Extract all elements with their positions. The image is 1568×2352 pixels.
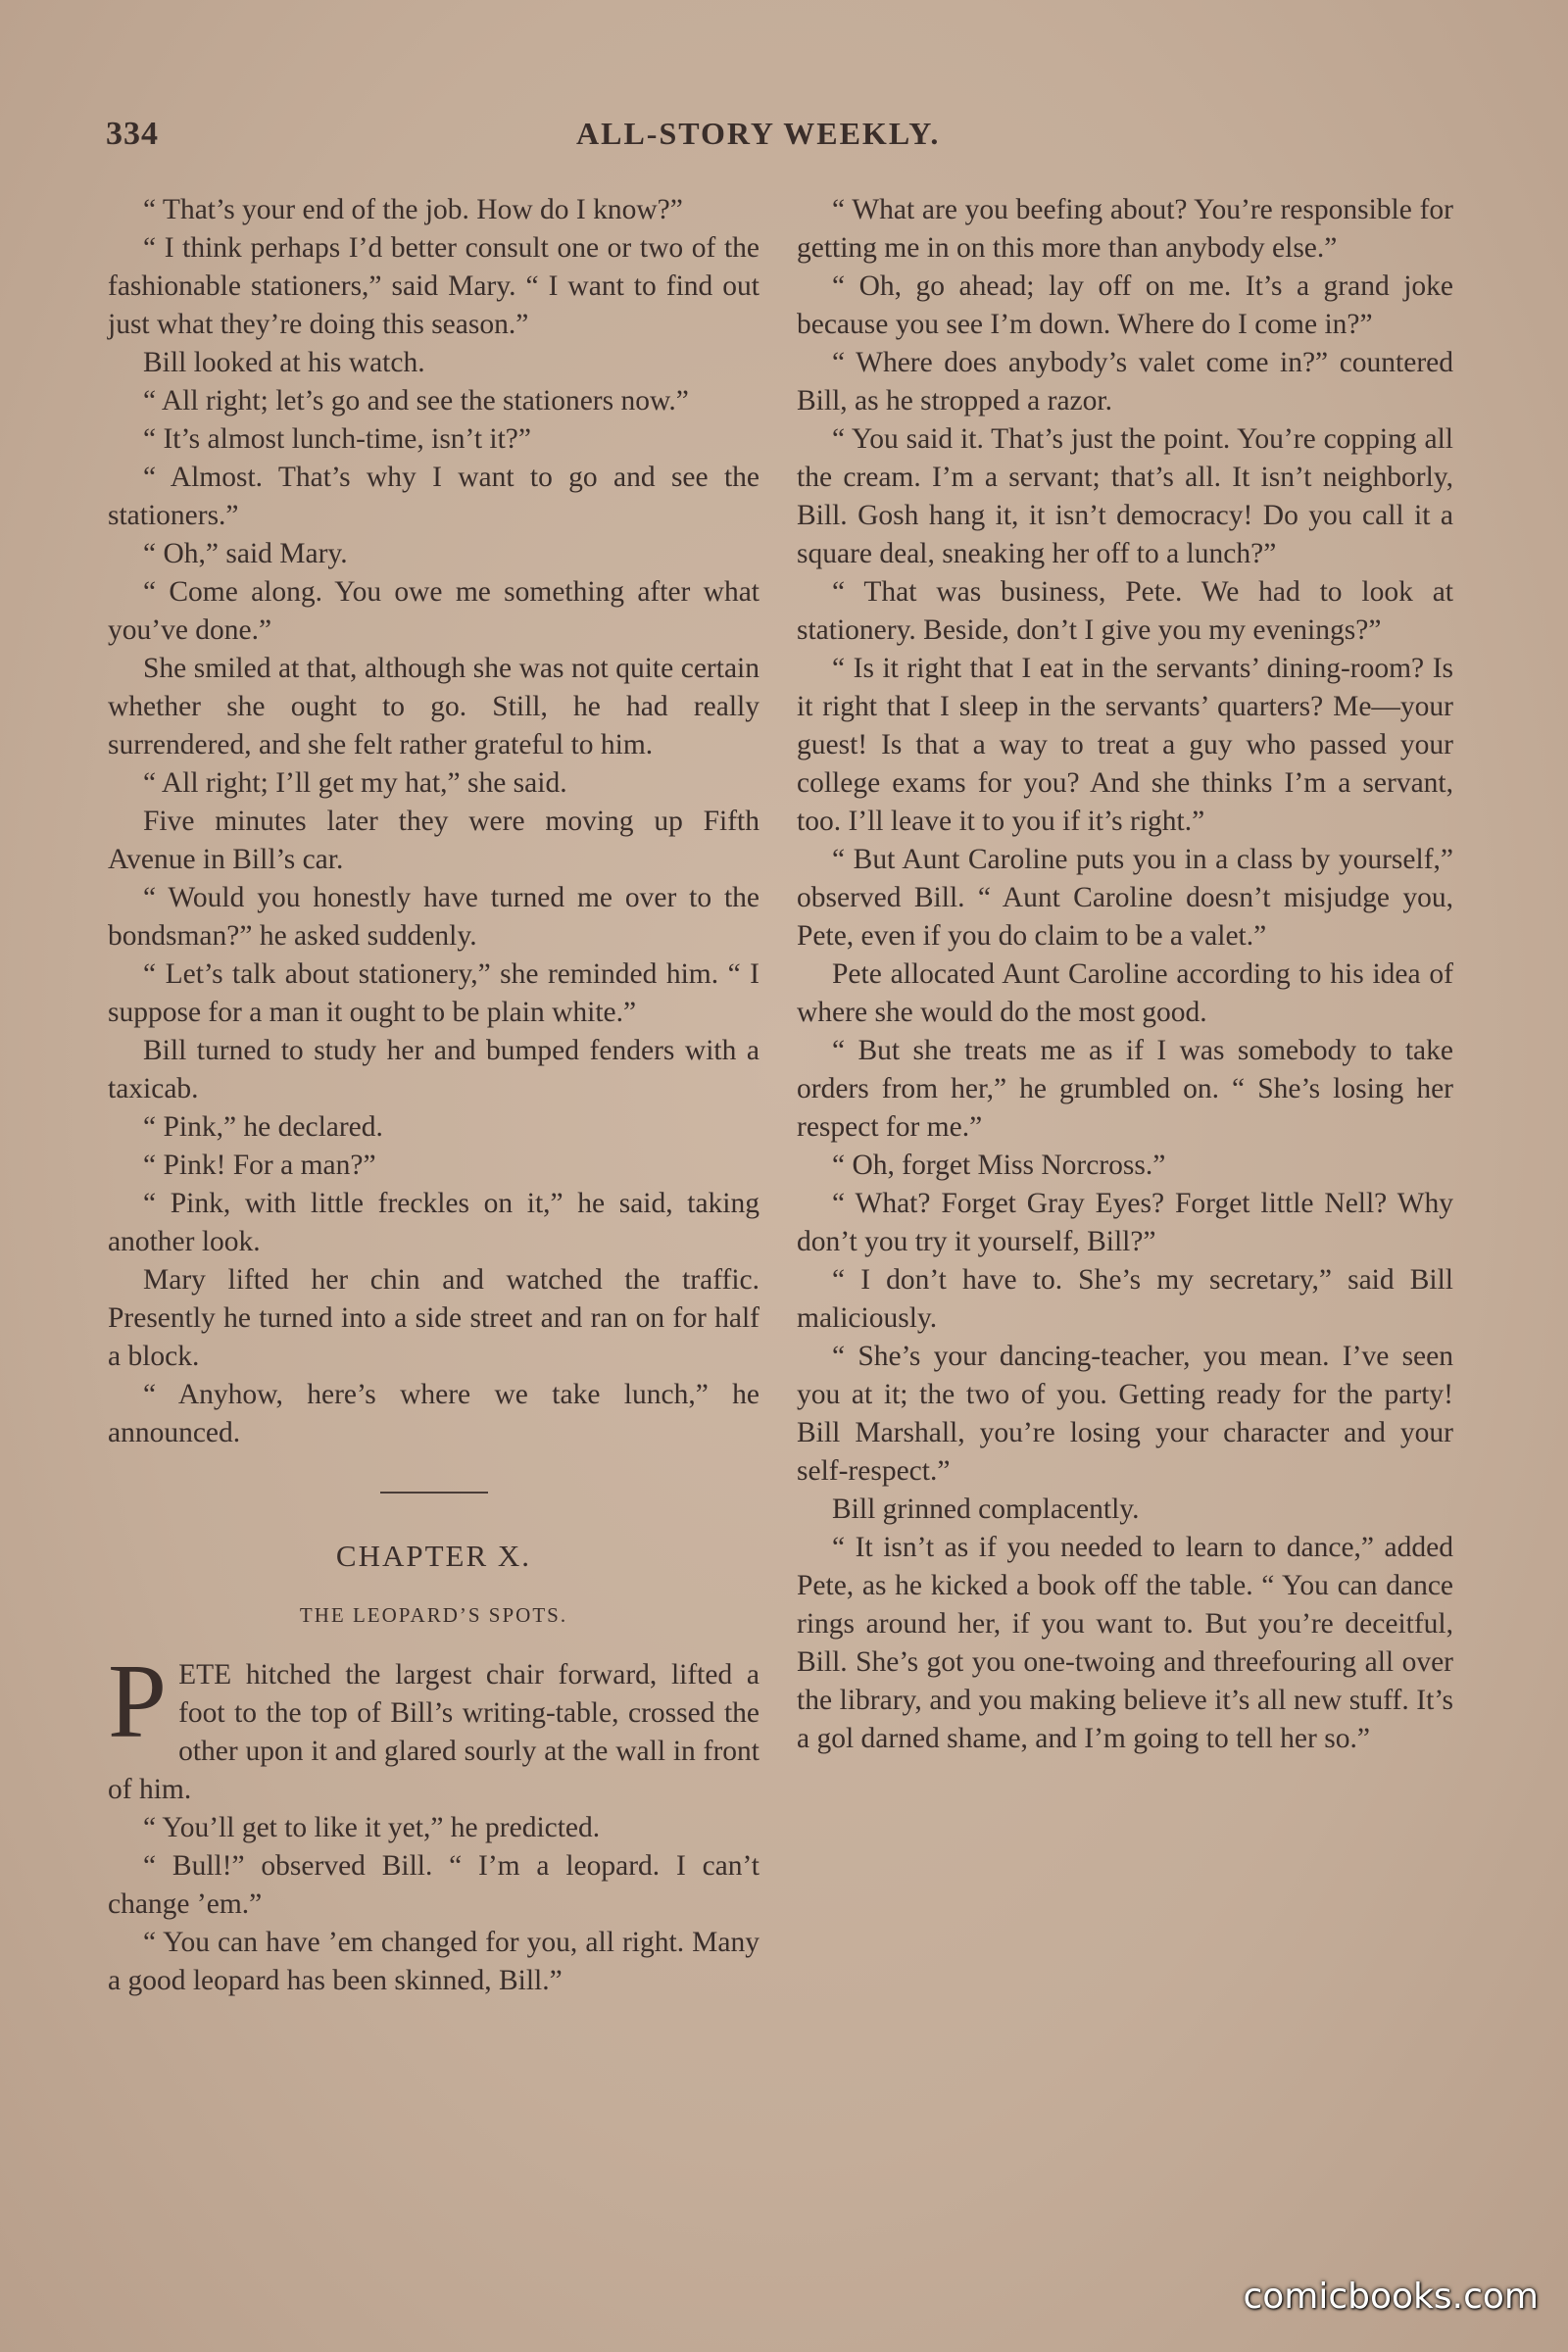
paragraph: Bill grinned complacently. [832, 1494, 1140, 1525]
paragraph: “ Bull!” observed Bill. “ I’m a leopard. I can’t change ’em.” [108, 1850, 760, 1920]
page-number: 334 [106, 116, 159, 152]
section-divider [380, 1492, 488, 1494]
watermark: comicbooks.com [1243, 2277, 1539, 2317]
paragraph: Bill looked at his watch. [143, 347, 425, 378]
paragraph: “ Come along. You owe me something after what you’ve done.” [108, 576, 760, 646]
paragraph: “ Would you honestly have turned me over to the bondsman?” he asked suddenly. [108, 882, 760, 952]
paragraph: “ What are you beefing about? You’re responsible for getting me in on this more than anybody else.” [797, 194, 1453, 264]
paragraph: Five minutes later they were moving up Fifth Avenue in Bill’s car. [108, 806, 760, 875]
paragraph: “ She’s your dancing-teacher, you mean. I’ve seen you at it; the two of you. Getting ready for the party! Bill Marshall, you’re losing your character and your self-respect.” [797, 1341, 1453, 1487]
paragraph: “ Pink, with little freckles on it,” he said, taking another look. [108, 1188, 760, 1257]
paragraph: “ Pink! For a man?” [143, 1150, 376, 1181]
running-title: ALL-STORY WEEKLY. [576, 116, 941, 151]
paragraph: “ You can have ’em changed for you, all right. Many a good leopard has been skinned, Bill.” [108, 1927, 760, 1996]
chapter-subtitle: THE LEOPARD’S SPOTS. [299, 1603, 568, 1627]
paragraph: Mary lifted her chin and watched the traffic. Presently he turned into a side street and ran on for half a block. [108, 1264, 760, 1372]
paragraph: “ You’ll get to like it yet,” he predicted. [143, 1812, 601, 1843]
paragraph: “ Is it right that I eat in the servants’ dining-room? Is it right that I sleep in the servants’ quarters? Me—your guest! Is that a way to treat a guy who passed your college exams for you? And she thinks I’m a servant, too. I’ll leave it to you if it’s right.” [797, 653, 1453, 837]
page-header [106, 116, 1458, 165]
paragraph: “ All right; I’ll get my hat,” she said. [143, 767, 567, 799]
paragraph: “ Oh,” said Mary. [143, 538, 348, 569]
paragraph: “ That’s your end of the job. How do I know?” [143, 194, 683, 225]
drop-cap: P [108, 1643, 168, 1760]
right-column [797, 191, 1453, 1758]
paragraph: “ But Aunt Caroline puts you in a class by yourself,” observed Bill. “ Aunt Caroline doesn’t misjudge you, Pete, even if you do claim to be a valet.” [797, 844, 1453, 952]
chapter-opening-paragraph [108, 1643, 760, 1809]
paragraph: “ Anyhow, here’s where we take lunch,” he announced. [108, 1379, 760, 1448]
paragraph: “ Oh, go ahead; lay off on me. It’s a grand joke because you see I’m down. Where do I come in?” [797, 270, 1453, 340]
paragraph: “ It’s almost lunch-time, isn’t it?” [143, 423, 531, 455]
paragraph: “ That was business, Pete. We had to look at stationery. Beside, don’t I give you my evenings?” [797, 576, 1453, 646]
chapter-title: CHAPTER X. [335, 1539, 532, 1573]
paragraph: “ Pink,” he declared. [143, 1111, 383, 1143]
paragraph: “ All right; let’s go and see the stationers now.” [143, 385, 689, 416]
left-column [108, 191, 760, 2000]
paragraph: Bill turned to study her and bumped fenders with a taxicab. [108, 1035, 760, 1104]
paragraph: “ It isn’t as if you needed to learn to dance,” added Pete, as he kicked a book off the table. “ You can dance rings around her, if you want to. But you’re deceitful, Bill. She’s got you one-twoing and threefouring all over the library, and you making believe it’s all new stuff. It’s a gol darned shame, and I’m going to tell her so.” [797, 1532, 1453, 1754]
paragraph: “ I don’t have to. She’s my secretary,” said Bill maliciously. [797, 1264, 1453, 1334]
paragraph: Pete allocated Aunt Caroline according to his idea of where she would do the most good. [797, 958, 1453, 1028]
paragraph: “ But she treats me as if I was somebody to take orders from her,” he grumbled on. “ She’s losing her respect for me.” [797, 1035, 1453, 1143]
paragraph: “ I think perhaps I’d better consult one or two of the fashionable stationers,” said Mary. “ I want to find out just what they’re doing this season.” [108, 232, 760, 340]
paragraph: “ You said it. That’s just the point. You’re copping all the cream. I’m a servant; that’s all. It isn’t neighborly, Bill. Gosh hang it, it isn’t democracy! Do you call it a square deal, sneaking her off to a lunch?” [797, 423, 1453, 569]
paragraph: She smiled at that, although she was not quite certain whether she ought to go. Still, he had really surrendered, and she felt rather grateful to him. [108, 653, 760, 760]
paragraph: “ Almost. That’s why I want to go and see the stationers.” [108, 462, 760, 531]
paragraph: “ What? Forget Gray Eyes? Forget little Nell? Why don’t you try it yourself, Bill?” [797, 1188, 1453, 1257]
paragraph: “ Let’s talk about stationery,” she reminded him. “ I suppose for a man it ought to be plain white.” [108, 958, 760, 1028]
paragraph: “ Oh, forget Miss Norcross.” [832, 1150, 1166, 1181]
opening-text: ETE hitched the largest chair forward, lifted a foot to the top of Bill’s writing-table, crossed the other upon it and glared sourly at the wall in front of him. [108, 1659, 760, 1805]
paragraph: “ Where does anybody’s valet come in?” countered Bill, as he stropped a razor. [797, 347, 1453, 416]
